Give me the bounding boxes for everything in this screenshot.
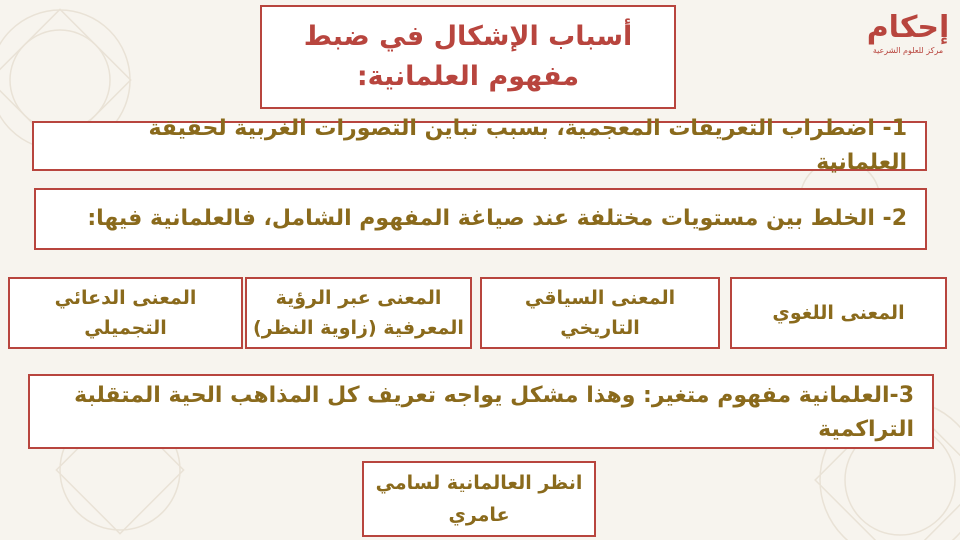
point-2: 2- الخلط بين مستويات مختلفة عند صياغة المفهوم الشامل، فالعلمانية فيها:: [34, 188, 927, 250]
meaning-epistemic: المعنى عبر الرؤية المعرفية (زاوية النظر): [245, 277, 472, 349]
logo-subtitle: مركز للعلوم الشرعية: [872, 46, 944, 55]
point-1: 1- اضطراب التعريفات المعجمية، بسبب تباين التصورات الغربية لحقيقة العلمانية: [32, 121, 927, 171]
reference-note: انظر العالمانية لسامي عامري: [362, 461, 596, 537]
meaning-linguistic: المعنى اللغوي: [730, 277, 947, 349]
meaning-propaganda: المعنى الدعائي التجميلي: [8, 277, 243, 349]
logo: [868, 10, 948, 80]
point-3: 3-العلمانية مفهوم متغير: وهذا مشكل يواجه تعريف كل المذاهب الحية المتقلبة التراكمية: [28, 374, 934, 449]
meaning-historical: المعنى السياقي التاريخي: [480, 277, 720, 349]
slide-title: أسباب الإشكال في ضبط مفهوم العلمانية:: [260, 5, 676, 109]
logo-mark: إحكام: [866, 10, 950, 45]
